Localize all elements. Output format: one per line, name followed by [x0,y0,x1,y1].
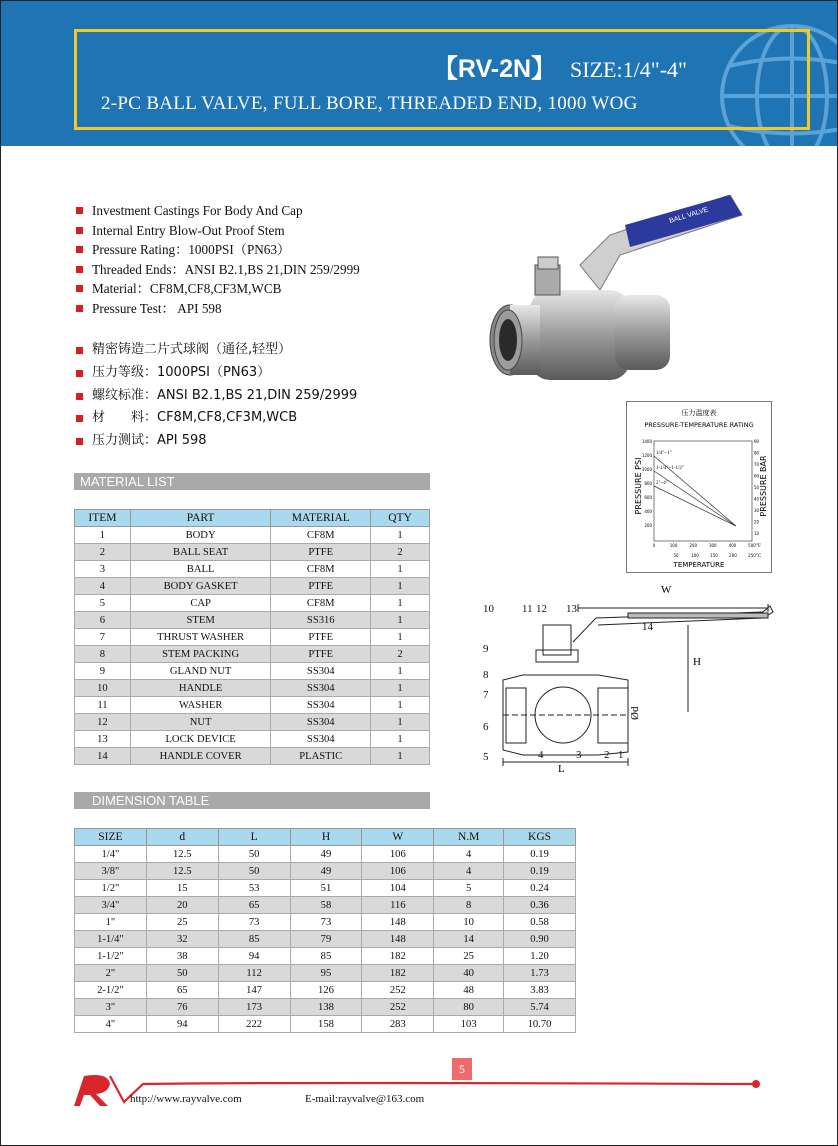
table-cell: 12 [75,714,131,731]
table-cell: BALL [130,561,271,578]
table-row [75,965,576,982]
table-cell: SS316 [271,612,371,629]
feature-item: Pressure Test： API 598 [74,299,360,319]
dimension-table-title: DIMENSION TABLE [74,792,430,809]
table-cell: SS304 [271,663,371,680]
table-cell: 51 [290,880,362,897]
table-cell: 182 [362,965,434,982]
table-row [75,527,430,544]
table-cell: 32 [146,931,218,948]
pt-chart [626,401,772,573]
table-row [75,999,576,1016]
table-cell: 1-1/4" [75,931,147,948]
c-tick-label: 150 [710,553,718,558]
table-cell: 50 [146,965,218,982]
col-header: N.M [434,829,504,846]
bar-tick-label: 70 [754,462,760,467]
table-cell: HANDLE [130,680,271,697]
table-cell: 1 [371,748,430,765]
psi-tick-label: 1000 [641,467,652,472]
table-row [75,680,430,697]
part-callout: 6 [483,721,489,733]
table-cell: 3.83 [504,982,576,999]
psi-tick-label: 400 [644,509,652,514]
table-cell: 103 [434,1016,504,1033]
bullet-icon [76,207,83,214]
pt-chart-ylabel-left: PRESSURE PSI [634,457,643,515]
table-cell: 112 [218,965,290,982]
table-cell: SS304 [271,714,371,731]
dimension-table [74,828,576,1033]
pt-chart-title-cn: 压力温度表 [681,409,717,417]
feature-item: Pressure Rating：1000PSI（PN63） [74,240,360,260]
table-cell: 1 [371,663,430,680]
table-cell: 25 [434,948,504,965]
table-cell: BODY [130,527,271,544]
table-cell: THRUST WASHER [130,629,271,646]
f-tick-label: 300 [708,543,717,548]
table-row [75,595,430,612]
table-cell: PTFE [271,544,371,561]
pt-series-label: 2"~4" [656,481,668,486]
table-cell: 106 [362,863,434,880]
page-title [433,49,687,85]
table-cell: 1 [371,595,430,612]
table-cell: STEM PACKING [130,646,271,663]
table-cell: 76 [146,999,218,1016]
table-cell: 1 [371,629,430,646]
table-cell: 0.58 [504,914,576,931]
bullet-icon [76,246,83,253]
table-row [75,629,430,646]
part-callout: 13 [566,603,577,615]
table-row [75,1016,576,1033]
pt-series-label: 1/4"~1" [656,451,672,456]
table-cell: 4 [434,863,504,880]
table-cell: 0.19 [504,863,576,880]
table-cell: 12.5 [146,846,218,863]
table-cell: 138 [290,999,362,1016]
c-tick-label: 250 [748,553,756,558]
table-cell: 10 [434,914,504,931]
table-cell: 8 [75,646,131,663]
table-cell: CF8M [271,595,371,612]
table-row [75,663,430,680]
valve-photo [480,195,750,405]
bar-tick-label: 30 [754,508,760,513]
table-cell: 1.20 [504,948,576,965]
feature-item: Threaded Ends：ANSI B2.1,BS 21,DIN 259/2999 [74,260,360,280]
table-cell: 3/4" [75,897,147,914]
table-cell: 148 [362,914,434,931]
col-header: MATERIAL [271,510,371,527]
table-cell: 1/4" [75,846,147,863]
pt-chart-ylabel-right: PRESSURE BAR [759,455,768,517]
col-header: KGS [504,829,576,846]
table-cell: 58 [290,897,362,914]
table-cell: 50 [218,846,290,863]
table-cell: 49 [290,846,362,863]
table-cell: 14 [75,748,131,765]
table-cell: 20 [146,897,218,914]
table-row [75,931,576,948]
table-cell: 5 [75,595,131,612]
table-cell: 0.24 [504,880,576,897]
dim-l-label: L [558,763,565,775]
table-cell: 2" [75,965,147,982]
f-tick-label: 400 [728,543,737,548]
table-cell: 1 [371,680,430,697]
table-cell: 79 [290,931,362,948]
table-cell: PTFE [271,578,371,595]
table-cell: WASHER [130,697,271,714]
table-cell: 2-1/2" [75,982,147,999]
table-cell: 12.5 [146,863,218,880]
col-header: L [218,829,290,846]
valve-drawing [478,580,778,775]
table-cell: 222 [218,1016,290,1033]
table-cell: 65 [218,897,290,914]
bullet-icon [76,305,83,312]
table-row [75,731,430,748]
table-cell: 85 [290,948,362,965]
size-range: SIZE:1/4"-4" [570,57,687,82]
table-cell: 1 [371,527,430,544]
product-subtitle: 2-PC BALL VALVE, FULL BORE, THREADED END, 1000 WOG [101,93,638,114]
psi-tick-label: 1400 [641,439,652,444]
unit-f: °F [756,544,761,549]
table-cell: CAP [130,595,271,612]
table-cell: 50 [218,863,290,880]
col-header: ITEM [75,510,131,527]
table-cell: 252 [362,999,434,1016]
f-tick-label: 200 [689,543,698,548]
table-cell: LOCK DEVICE [130,731,271,748]
table-cell: 126 [290,982,362,999]
part-callout: 11 [522,603,533,615]
col-header: d [146,829,218,846]
table-cell: CF8M [271,527,371,544]
part-callout: 8 [483,669,489,681]
table-cell: 1" [75,914,147,931]
table-row [75,863,576,880]
feature-item: Internal Entry Blow-Out Proof Stem [74,221,360,241]
table-cell: 2 [75,544,131,561]
feature-item: 精密铸造二片式球阀（通径,轻型） [74,339,357,362]
col-header: W [362,829,434,846]
table-cell: 173 [218,999,290,1016]
col-header: PART [130,510,271,527]
table-cell: 80 [434,999,504,1016]
f-tick-label: 500 [748,543,756,548]
table-cell: 38 [146,948,218,965]
table-cell: 0.36 [504,897,576,914]
bullet-icon [76,415,83,422]
table-row [75,914,576,931]
table-cell: 53 [218,880,290,897]
part-callout: 2 [604,749,610,761]
table-cell: PTFE [271,629,371,646]
table-cell: 1 [371,578,430,595]
table-cell: 106 [362,846,434,863]
table-cell: 94 [146,1016,218,1033]
table-cell: 7 [75,629,131,646]
table-row [75,982,576,999]
header-banner [1,1,837,146]
col-header: QTY [371,510,430,527]
model-code: 【RV-2N】 [432,55,557,83]
table-cell: BALL SEAT [130,544,271,561]
features-chinese [74,339,357,453]
table-row [75,578,430,595]
table-cell: 158 [290,1016,362,1033]
psi-tick-label: 200 [644,523,652,528]
table-row [75,880,576,897]
email-link[interactable]: E-mail:rayvalve@163.com [305,1093,425,1105]
table-cell: 182 [362,948,434,965]
pt-chart-title-en: PRESSURE-TEMPERATURE RATING [644,421,754,429]
table-cell: CF8M [271,561,371,578]
col-header: H [290,829,362,846]
table-cell: 94 [218,948,290,965]
table-cell: 14 [434,931,504,948]
table-cell: 104 [362,880,434,897]
table-cell: 1 [371,561,430,578]
material-table [74,509,430,765]
table-cell: 2 [371,646,430,663]
bar-tick-label: 60 [754,473,760,479]
bar-tick-label: 90 [754,439,760,444]
table-cell: HANDLE COVER [130,748,271,765]
table-cell: 25 [146,914,218,931]
table-cell: 40 [434,965,504,982]
feature-item: 压力等级：1000PSI（PN63） [74,362,357,385]
table-cell: SS304 [271,731,371,748]
unit-c: °C [756,554,762,559]
table-cell: 8 [434,897,504,914]
table-cell: GLAND NUT [130,663,271,680]
table-cell: 148 [362,931,434,948]
part-callout: 14 [642,621,653,633]
table-cell: 49 [290,863,362,880]
footer-logo-rule [68,1068,768,1112]
pt-chart-xlabel: TEMPERATURE [673,561,725,569]
part-callout: 3 [576,749,582,761]
part-callout: 10 [483,603,494,615]
table-row [75,646,430,663]
table-cell: 3" [75,999,147,1016]
table-cell: STEM [130,612,271,629]
logo-icon [74,1075,110,1106]
table-cell: 5 [434,880,504,897]
dim-h-label: H [693,656,701,668]
bar-tick-label: 10 [754,531,760,536]
c-tick-label: 200 [729,553,737,558]
bullet-icon [76,227,83,234]
col-header: SIZE [75,829,147,846]
bar-tick-label: 20 [754,519,760,525]
table-cell: SS304 [271,680,371,697]
table-cell: 11 [75,697,131,714]
material-list-title: MATERIAL LIST [74,473,430,490]
table-cell: 1.73 [504,965,576,982]
c-tick-label: 100 [691,553,699,558]
table-cell: 4 [75,578,131,595]
table-cell: 252 [362,982,434,999]
pt-series-label: 1-1/4"~1-1/2" [656,466,684,471]
f-tick-label: 0 [652,543,656,548]
table-cell: SS304 [271,697,371,714]
part-callout: 4 [538,749,544,761]
page-number: 5 [452,1058,472,1080]
table-cell: 73 [290,914,362,931]
table-row [75,748,430,765]
table-cell: 1 [75,527,131,544]
website-link[interactable]: http://www.rayvalve.com [130,1093,242,1105]
table-cell: 1/2" [75,880,147,897]
handle-label: BALL VALVE [668,206,710,225]
psi-tick-label: 600 [644,495,652,500]
table-cell: 1 [371,714,430,731]
part-callout: 7 [483,689,489,701]
table-cell: 15 [146,880,218,897]
table-cell: 85 [218,931,290,948]
feature-item: 螺纹标准：ANSI B2.1,BS 21,DIN 259/2999 [74,385,357,408]
table-cell: 283 [362,1016,434,1033]
bullet-icon [76,393,83,400]
table-row [75,544,430,561]
bullet-icon [76,266,83,273]
bar-tick-label: 40 [754,496,760,502]
table-cell: 10 [75,680,131,697]
feature-item: 压力测试：API 598 [74,430,357,453]
table-cell: 3/8" [75,863,147,880]
table-cell: 147 [218,982,290,999]
bar-tick-label: 50 [754,485,760,490]
table-cell: 5.74 [504,999,576,1016]
table-cell: 13 [75,731,131,748]
feature-item: Investment Castings For Body And Cap [74,201,360,221]
table-cell: 48 [434,982,504,999]
table-cell: 1-1/2" [75,948,147,965]
psi-tick-label: 800 [644,481,652,486]
table-cell: 73 [218,914,290,931]
bullet-icon [76,438,83,445]
table-cell: 0.90 [504,931,576,948]
bar-tick-label: 80 [754,450,760,456]
table-row [75,948,576,965]
table-cell: 4" [75,1016,147,1033]
table-cell: 9 [75,663,131,680]
f-tick-label: 100 [669,543,678,548]
bullet-icon [76,347,83,354]
bullet-icon [76,285,83,292]
table-cell: 6 [75,612,131,629]
psi-tick-label: 1200 [641,453,652,458]
table-row [75,714,430,731]
table-row [75,612,430,629]
table-cell: 0.19 [504,846,576,863]
table-cell: 116 [362,897,434,914]
bullet-icon [76,370,83,377]
table-row [75,561,430,578]
part-callout: 5 [483,751,489,763]
table-cell: 1 [371,731,430,748]
dim-d-label: Ød [629,706,641,720]
table-cell: 2 [371,544,430,561]
feature-item: 材 料：CF8M,CF8,CF3M,WCB [74,407,357,430]
table-row [75,897,576,914]
table-row [75,697,430,714]
table-cell: 1 [371,612,430,629]
table-cell: 10.70 [504,1016,576,1033]
table-cell: 4 [434,846,504,863]
feature-item: Material：CF8M,CF8,CF3M,WCB [74,279,360,299]
table-row [75,846,576,863]
table-cell: NUT [130,714,271,731]
table-cell: PTFE [271,646,371,663]
table-cell: 1 [371,697,430,714]
table-cell: 3 [75,561,131,578]
table-cell: BODY GASKET [130,578,271,595]
part-callout: 1 [618,749,624,761]
table-cell: 65 [146,982,218,999]
table-cell: PLASTIC [271,748,371,765]
features-english [74,201,360,318]
dim-w-label: W [661,584,672,596]
c-tick-label: 50 [673,553,679,558]
table-cell: 95 [290,965,362,982]
part-callout: 9 [483,643,489,655]
part-callout: 12 [536,603,547,615]
